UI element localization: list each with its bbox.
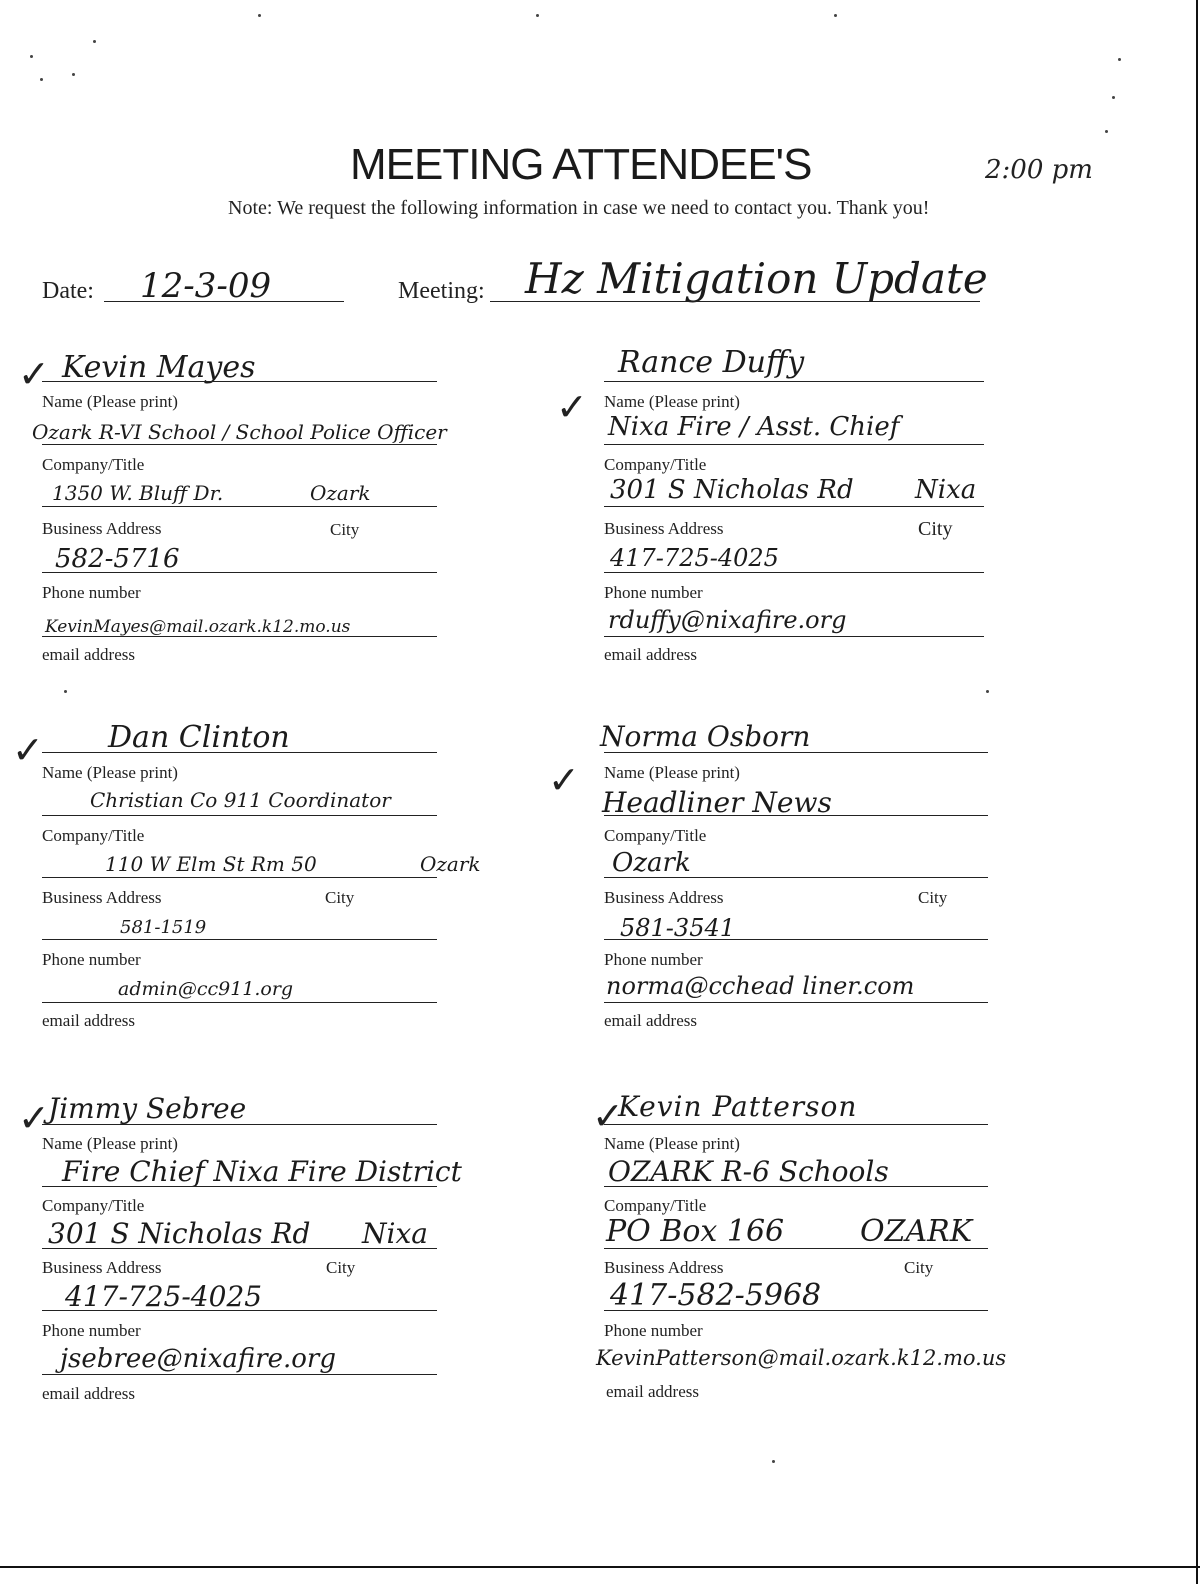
attendance-check-mark: ✓ <box>548 758 580 802</box>
address-caption: Business Address <box>604 1258 724 1277</box>
meeting-value: Hz Mitigation Update <box>525 254 988 303</box>
scan-speck <box>72 73 75 76</box>
attendee-email: jsebree@nixafire.org <box>60 1344 337 1374</box>
scan-speck <box>772 1460 775 1463</box>
attendee-company: Nixa Fire / Asst. Chief <box>608 412 900 442</box>
attendee-phone: 581-1519 <box>120 917 207 938</box>
attendee-company: Fire Chief Nixa Fire District <box>62 1155 462 1188</box>
phone-line <box>604 1310 988 1311</box>
phone-caption: Phone number <box>42 950 141 969</box>
scan-speck <box>64 690 67 693</box>
attendee-email: KevinMayes@mail.ozark.k12.mo.us <box>45 617 351 637</box>
attendee-company: OZARK R-6 Schools <box>608 1155 889 1188</box>
meeting-label: Meeting: <box>398 278 485 304</box>
email-caption: email address <box>604 1011 697 1030</box>
email-caption: email address <box>604 645 697 664</box>
company-line <box>604 1186 988 1187</box>
scan-speck <box>1112 96 1115 99</box>
attendee-company: Christian Co 911 Coordinator <box>90 788 391 812</box>
city-caption: City <box>918 888 948 907</box>
attendee-city: Nixa <box>915 475 977 505</box>
attendee-address: 301 S Nicholas Rd <box>48 1217 311 1250</box>
email-line <box>42 1374 437 1375</box>
name-line <box>42 1124 437 1125</box>
name-line <box>42 752 437 753</box>
attendance-check-mark: ✓ <box>18 352 50 396</box>
city-caption: City <box>904 1258 934 1277</box>
page-bottom-edge <box>0 1566 1200 1568</box>
email-caption: email address <box>42 1011 135 1030</box>
attendee-city: Ozark <box>420 852 481 876</box>
attendee-phone: 417-582-5968 <box>610 1278 822 1313</box>
attendee-name: Kevin Mayes <box>62 350 256 385</box>
address-line <box>604 1248 988 1249</box>
attendee-city: Nixa <box>362 1217 428 1250</box>
attendee-company: Headliner News <box>602 786 832 819</box>
attendee-phone: 417-725-4025 <box>610 544 779 572</box>
email-line <box>42 636 437 637</box>
scan-speck <box>93 40 96 43</box>
address-line <box>42 506 437 507</box>
meeting-line <box>490 301 980 302</box>
address-line <box>604 506 984 507</box>
attendee-city: Ozark <box>310 481 371 505</box>
phone-line <box>604 939 988 940</box>
city-caption: City <box>325 888 355 907</box>
address-line <box>42 877 437 878</box>
email-caption: email address <box>42 645 135 664</box>
attendee-name: Dan Clinton <box>108 720 290 755</box>
attendee-name: Norma Osborn <box>600 720 811 753</box>
address-line <box>604 877 988 878</box>
company-caption: Company/Title <box>42 826 145 845</box>
name-line <box>604 1124 988 1125</box>
name-caption: Name (Please print) <box>42 392 178 411</box>
date-value: 12-3-09 <box>140 266 272 306</box>
city-caption: City <box>326 1258 356 1277</box>
email-line <box>42 1002 437 1003</box>
name-line <box>604 752 988 753</box>
name-caption: Name (Please print) <box>604 392 740 411</box>
attendee-name: Jimmy Sebree <box>48 1092 247 1125</box>
company-line <box>604 444 984 445</box>
attendance-check-mark: ✓ <box>556 385 588 429</box>
phone-caption: Phone number <box>42 583 141 602</box>
scan-speck <box>1118 58 1121 61</box>
attendee-email: rduffy@nixafire.org <box>608 606 847 634</box>
attendee-address: 1350 W. Bluff Dr. <box>52 481 224 505</box>
scan-speck <box>536 14 539 17</box>
attendee-name: Rance Duffy <box>618 345 805 380</box>
city-caption: City <box>330 520 360 539</box>
scan-speck <box>40 78 43 81</box>
date-label: Date: <box>42 278 94 304</box>
name-caption: Name (Please print) <box>42 1134 178 1153</box>
address-caption: Business Address <box>604 519 724 538</box>
attendee-email: admin@cc911.org <box>118 978 294 1000</box>
attendee-address: PO Box 166 <box>606 1214 785 1249</box>
attendee-address: 301 S Nicholas Rd <box>610 475 854 505</box>
phone-line <box>42 939 437 940</box>
scan-speck <box>1105 130 1108 133</box>
attendance-check-mark: ✓ <box>592 1094 624 1138</box>
attendee-address: Ozark <box>612 848 691 878</box>
address-caption: Business Address <box>42 888 162 907</box>
name-caption: Name (Please print) <box>604 763 740 782</box>
note-text: Note: We request the following information in case we need to contact you. Thank you! <box>228 197 930 219</box>
attendee-phone: 582-5716 <box>55 544 180 574</box>
address-caption: Business Address <box>42 519 162 538</box>
name-caption: Name (Please print) <box>604 1134 740 1153</box>
company-line <box>42 815 437 816</box>
phone-line <box>604 572 984 573</box>
page-title: MEETING ATTENDEE'S <box>350 140 812 189</box>
company-line <box>42 1186 437 1187</box>
date-line <box>104 301 344 302</box>
email-line <box>604 636 984 637</box>
address-caption: Business Address <box>604 888 724 907</box>
phone-line <box>42 572 437 573</box>
attendee-email: norma@cchead liner.com <box>606 972 915 1000</box>
company-caption: Company/Title <box>604 826 707 845</box>
scan-speck <box>30 55 33 58</box>
phone-caption: Phone number <box>42 1321 141 1340</box>
email-line <box>604 1002 988 1003</box>
address-caption: Business Address <box>42 1258 162 1277</box>
scan-speck <box>986 690 989 693</box>
attendee-phone: 417-725-4025 <box>65 1280 263 1313</box>
attendee-phone: 581-3541 <box>620 914 735 942</box>
email-caption: email address <box>42 1384 135 1403</box>
company-caption: Company/Title <box>604 1196 707 1215</box>
phone-caption: Phone number <box>604 1321 703 1340</box>
company-line <box>42 444 437 445</box>
attendee-city: OZARK <box>860 1214 973 1249</box>
phone-caption: Phone number <box>604 950 703 969</box>
scan-speck <box>834 14 837 17</box>
attendee-email: KevinPatterson@mail.ozark.k12.mo.us <box>596 1346 1007 1370</box>
company-line <box>604 815 988 816</box>
name-line <box>42 381 437 382</box>
phone-line <box>42 1310 437 1311</box>
scan-speck <box>258 14 261 17</box>
attendee-name: Kevin Patterson <box>618 1090 858 1123</box>
name-caption: Name (Please print) <box>42 763 178 782</box>
attendee-address: 110 W Elm St Rm 50 <box>105 852 317 876</box>
company-caption: Company/Title <box>42 1196 145 1215</box>
meeting-time: 2:00 pm <box>985 155 1093 185</box>
attendance-check-mark: ✓ <box>18 1096 50 1140</box>
address-line <box>42 1248 437 1249</box>
email-caption: email address <box>606 1382 699 1401</box>
company-caption: Company/Title <box>42 455 145 474</box>
company-caption: Company/Title <box>604 455 707 474</box>
phone-caption: Phone number <box>604 583 703 602</box>
attendee-company: Ozark R-VI School / School Police Officer <box>32 420 447 444</box>
name-line <box>604 381 984 382</box>
city-caption: City <box>918 518 953 540</box>
page-right-edge <box>1196 0 1198 1584</box>
attendance-check-mark: ✓ <box>12 728 44 772</box>
